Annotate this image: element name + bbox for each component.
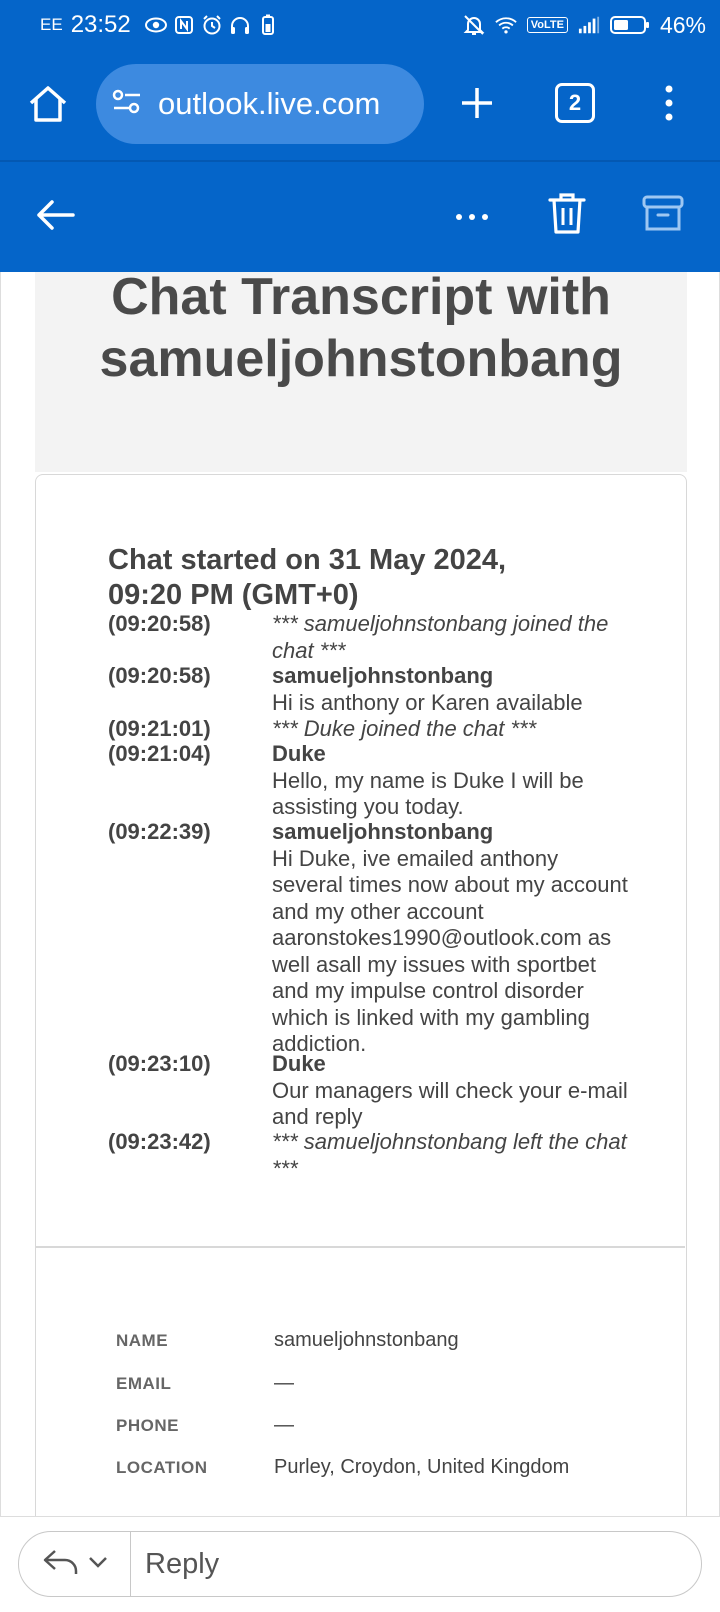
archive-icon: [642, 194, 684, 239]
signal-icon: [578, 14, 600, 36]
archive-button[interactable]: [638, 190, 688, 242]
chat-started-heading: Chat started on 31 May 2024, 09:20 PM (GMT+0): [108, 544, 507, 611]
info-label: LOCATION: [116, 1458, 208, 1477]
visitor-info-row: [116, 1414, 676, 1437]
message-timestamp: (09:20:58): [108, 663, 211, 688]
back-arrow-icon: [35, 199, 75, 236]
message-text: Hello, my name is Duke I will be assisting you today.: [272, 767, 584, 819]
chat-transcript-card: [35, 474, 687, 1516]
message-text: Hi is anthony or Karen available: [272, 689, 583, 715]
address-bar[interactable]: [96, 64, 424, 144]
chevron-down-icon: [88, 1555, 108, 1573]
message-timestamp: (09:21:04): [108, 741, 211, 766]
transcript-header: [35, 272, 687, 472]
browser-toolbar: [0, 50, 720, 160]
battery-percent: 46%: [659, 11, 706, 38]
info-value: samueljohnstonbang: [274, 1329, 459, 1351]
new-tab-button[interactable]: [452, 80, 502, 130]
visitor-info-row: [116, 1329, 676, 1352]
home-button[interactable]: [22, 80, 74, 132]
message-sender: samueljohnstonbang: [272, 663, 494, 688]
home-icon: [28, 85, 68, 128]
info-value: —: [274, 1414, 294, 1436]
reply-arrow-icon: [42, 1547, 80, 1582]
nfc-icon: [173, 14, 195, 36]
message-timestamp: (09:23:42): [108, 1129, 211, 1154]
clock: 23:52: [70, 11, 131, 38]
message-timestamp: (09:23:10): [108, 1051, 211, 1076]
wifi-icon: [495, 14, 517, 36]
back-button[interactable]: [30, 192, 80, 242]
message-timestamp: (09:22:39): [108, 819, 211, 844]
email-body[interactable]: [0, 272, 720, 1516]
chat-message: [108, 716, 668, 743]
reply-input[interactable]: [145, 1548, 665, 1581]
eye-icon: [145, 14, 167, 36]
chat-message: [108, 819, 668, 1058]
mail-toolbar: [0, 162, 720, 272]
plus-icon: [460, 86, 494, 125]
chat-message: [108, 741, 668, 821]
tab-switcher-button[interactable]: 2: [555, 83, 595, 123]
message-timestamp: (09:20:58): [108, 611, 211, 636]
vertical-dots-icon: [664, 85, 674, 126]
delete-button[interactable]: [544, 190, 590, 242]
system-message: *** samueljohnstonbang joined the chat ***: [272, 611, 609, 663]
reply-options-button[interactable]: [19, 1532, 131, 1596]
transcript-title: Chat Transcript with samueljohnstonbang: [99, 272, 623, 388]
alarm-icon: [201, 14, 223, 36]
volte-badge: VoLTE: [527, 17, 568, 33]
message-text: Hi Duke, ive emailed anthony several times now about my account and my other account aaronstokes1990@outlook.com as well asall my issues with sportbet and my impulse control disorder which is linked with my gambling addiction.: [272, 845, 628, 1056]
reply-container: [18, 1531, 702, 1597]
info-label: PHONE: [116, 1416, 179, 1435]
message-sender: Duke: [272, 1051, 326, 1076]
trash-icon: [548, 192, 586, 241]
message-sender: samueljohnstonbang: [272, 819, 494, 844]
message-sender: Duke: [272, 741, 326, 766]
section-divider: [36, 1246, 685, 1248]
status-bar: [0, 0, 720, 50]
visitor-info-row: [116, 1456, 676, 1479]
site-settings-icon[interactable]: [112, 89, 142, 120]
system-message: *** samueljohnstonbang left the chat ***: [272, 1129, 627, 1181]
info-label: NAME: [116, 1331, 169, 1350]
battery-icon: [610, 14, 650, 36]
reply-bar: [0, 1516, 720, 1612]
chat-message: [108, 611, 668, 664]
carrier-label: EE: [40, 15, 63, 34]
info-label: EMAIL: [116, 1374, 172, 1393]
mute-icon: [463, 14, 485, 36]
headphones-icon: [229, 14, 251, 36]
visitor-info-row: [116, 1372, 676, 1395]
system-message: *** Duke joined the chat ***: [272, 716, 537, 741]
info-value: —: [274, 1372, 294, 1394]
more-actions-button[interactable]: [450, 192, 494, 242]
url-text: outlook.live.com: [158, 86, 381, 121]
message-timestamp: (09:21:01): [108, 716, 211, 741]
info-value: Purley, Croydon, United Kingdom: [274, 1456, 570, 1478]
battery-saver-icon: [257, 14, 279, 36]
chat-message: [108, 663, 668, 716]
chat-message: [108, 1129, 668, 1182]
message-text: Our managers will check your e-mail and reply: [272, 1077, 628, 1129]
horizontal-dots-icon: [455, 208, 489, 226]
browser-menu-button[interactable]: [654, 80, 684, 130]
chat-message: [108, 1051, 668, 1131]
